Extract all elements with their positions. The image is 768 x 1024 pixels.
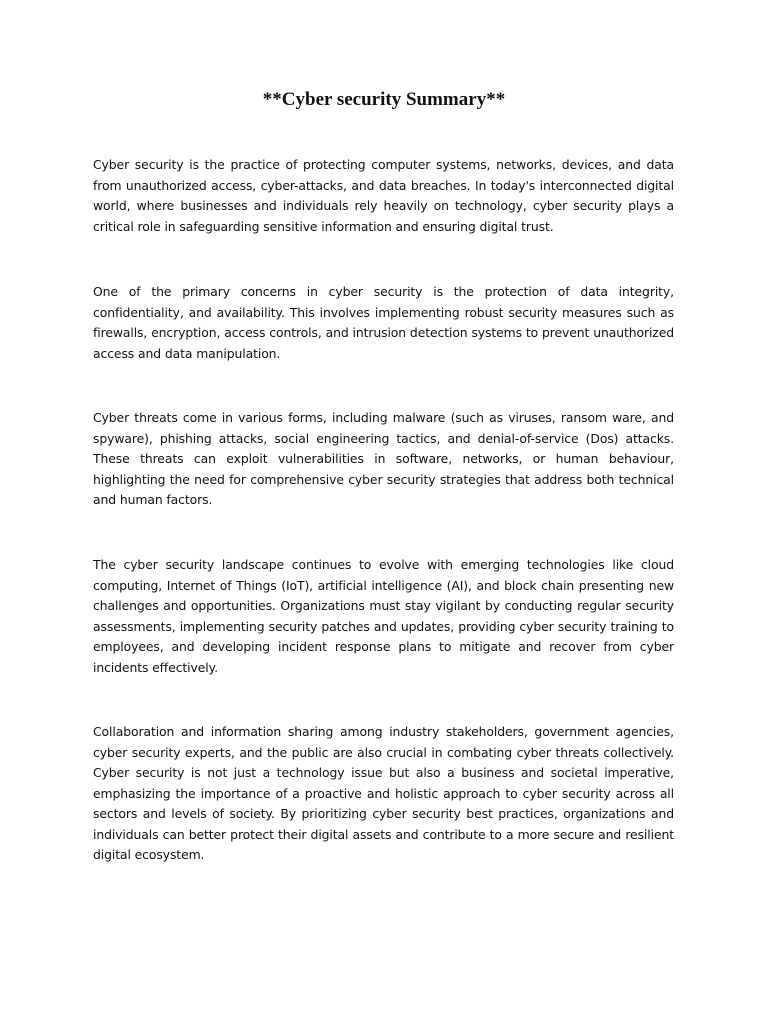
- paragraph-introduction: Cyber security is the practice of protecting computer systems, networks, devices, and data from unauthorized access, cyber-attacks, and data breaches. In today's interconnected digital world, where businesses and individuals rely heavily on technology, cyber security plays a critical role in safeguarding sensitive information and ensuring digital trust.: [93, 157, 674, 234]
- paragraph-collaboration: Collaboration and information sharing among industry stakeholders, government agencies, cyber security experts, and the public are also crucial in combating cyber threats collectively. Cyber security is not just a technology issue but also a business and societal imperative, emphasizing the importance of a proactive and holistic approach to cyber security across all sectors and levels of society. By prioritizing cyber security best practices, organizations and individuals can better protect their digital assets and contribute to a more secure and resilient digital ecosystem.: [93, 724, 674, 862]
- paragraph-evolving-landscape: The cyber security landscape continues to evolve with emerging technologies like cloud computing, Internet of Things (IoT), artificial intelligence (AI), and block chain presenting new challenges and opportunities. Organizations must stay vigilant by conducting regular security assessments, implementing security patches and updates, providing cyber security training to employees, and developing incident response plans to mitigate and recover from cyber incidents effectively.: [93, 557, 674, 675]
- document-title: **Cyber security Summary**: [262, 89, 506, 110]
- paragraph-cyber-threats: Cyber threats come in various forms, including malware (such as viruses, ransom ware, and spyware), phishing attacks, social engineering tactics, and denial-of-service (Dos) attacks. These threats can exploit vulnerabilities in software, networks, or human behaviour, highlighting the need for comprehensive cyber security strategies that address both technical and human factors.: [93, 410, 674, 507]
- paragraph-data-protection: One of the primary concerns in cyber security is the protection of data integrity, confidentiality, and availability. This involves implementing robust security measures such as firewalls, encryption, access controls, and intrusion detection systems to prevent unauthorized access and data manipulation.: [93, 284, 674, 361]
